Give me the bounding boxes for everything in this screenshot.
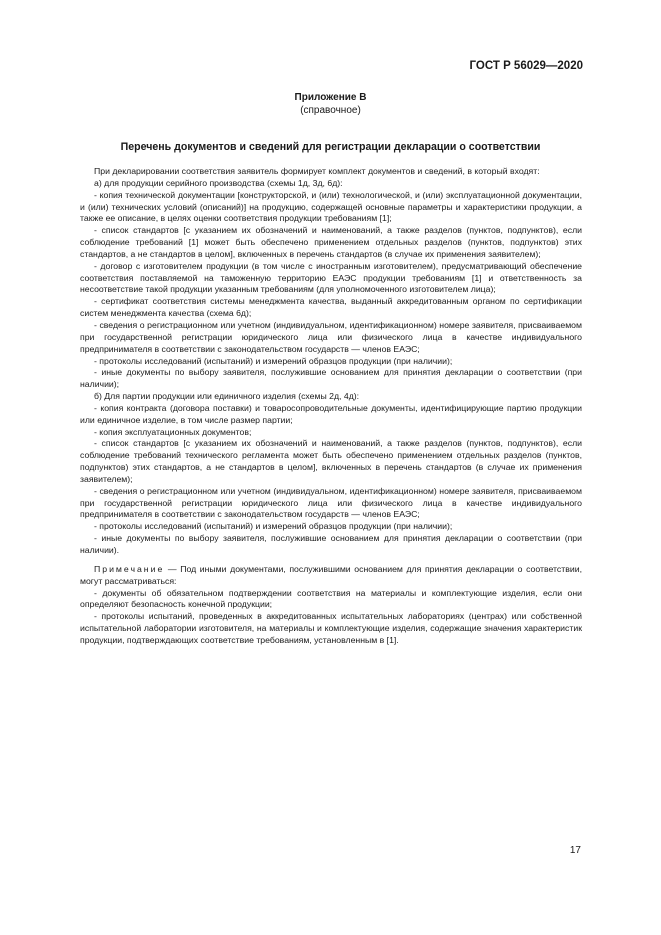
standard-code: ГОСТ Р 56029—2020 bbox=[469, 60, 583, 72]
note-item: - документы об обязательном подтверждении соответствия на материалы и комплектующие изделия, если они определяют безопасность конечной продукции; bbox=[80, 587, 582, 610]
note-item: - протоколы испытаний, проведенных в аккредитованных испытательных лабораториях (центрах) или собственной испытательной лаборатории изготовителя, на материалы и комплектующие изделия, содержащие значения характеристик продукции, подтверждающих соответствие требованиям, установленным в [1]. bbox=[80, 611, 582, 645]
note-text: — Под иными документами, послужившими основанием для принятия декларации о соответствии, могут рассматриваться: bbox=[80, 563, 582, 586]
list-item: - список стандартов [с указанием их обозначений и наименований, а также разделов (пунктов, подпунктов), если соблюдение требований [1] может быть обеспечено применением отдельных разделов (пунктов, подпунктов) этих стандартов, а не стандартов в целом], включенных в перечень стандартов (в случае их применения заявителем); bbox=[80, 225, 582, 259]
list-item: - сертификат соответствия системы менеджмента качества, выданный аккредитованным органом по сертификации систем менеджмента качества (схема 6д); bbox=[80, 296, 582, 319]
annex-title: Приложение В bbox=[294, 92, 367, 103]
paragraph: а) для продукции серийного производства (схемы 1д, 3д, 6д): bbox=[94, 177, 343, 188]
list-item: - протоколы исследований (испытаний) и измерений образцов продукции (при наличии); bbox=[94, 521, 453, 532]
list-item: - копия технической документации [конструкторской, и (или) технологической, и (или) эксплуатационной документации, и (или) технических условий (описаний)] на продукцию, содержащей основные параметры и характеристики продукции, а также ее описание, в целях оценки соответствия продукции требованиям [1]; bbox=[80, 189, 582, 224]
list-item: - сведения о регистрационном или учетном (индивидуальном, идентификационном) номере заявителя, присваиваемом при государственной регистрации юридического лица или физического лица в качестве индивидуального предпринимателя в соответствии с законодательством государств — членов ЕАЭС; bbox=[80, 485, 582, 520]
paragraph: б) Для партии продукции или единичного изделия (схемы 2д, 4д): bbox=[94, 391, 360, 402]
list-item: - список стандартов [с указанием их обозначений и наименований, а также разделов (пунктов, подпунктов), если соблюдение требований технического регламента может быть обеспечено применением отдельных разделов (пунктов, подпунктов) этих стандартов, а не стандартов в целом], включенных в перечень стандартов (в случае их применения заявителем); bbox=[80, 438, 582, 484]
list-item: - договор с изготовителем продукции (в том числе с иностранным изготовителем), предусматривающий обеспечение соответствия поставляемой на таможенную территорию ЕАЭС продукции требованиям [1] и ответственность за несоответствие такой продукции указанным требованиям (для уполномоченного изготовителем лица); bbox=[80, 260, 582, 295]
note bbox=[80, 564, 582, 588]
list-item: - копия эксплуатационных документов; bbox=[94, 426, 252, 437]
page-number: 17 bbox=[569, 845, 581, 856]
document-body bbox=[80, 166, 582, 647]
list-item: - иные документы по выбору заявителя, послужившие основанием для принятия декларации о соответствии (при наличии); bbox=[80, 367, 582, 390]
paragraph: При декларировании соответствия заявитель формирует комплект документов и сведений, в который входят: bbox=[94, 166, 540, 176]
note-label: Примечание bbox=[94, 563, 165, 574]
list-item: - копия контракта (договора поставки) и товаросопроводительные документы, идентифицирующие партию продукции или единичное изделие, в том числе размер партии; bbox=[80, 402, 582, 425]
annex-subtitle: (справочное) bbox=[300, 105, 361, 116]
list-item: - протоколы исследований (испытаний) и измерений образцов продукции (при наличии); bbox=[94, 355, 453, 366]
list-item: - сведения о регистрационном или учетном (индивидуальном, идентификационном) номере заявителя, присваиваемом при государственной регистрации юридического лица или физического лица в качестве индивидуального предпринимателя в соответствии с законодательством государств — членов ЕАЭС; bbox=[80, 319, 582, 354]
list-item: - иные документы по выбору заявителя, послужившие основанием для принятия декларации о соответствии (при наличии). bbox=[80, 533, 582, 555]
main-title: Перечень документов и сведений для регистрации декларации о соответствии bbox=[120, 141, 541, 153]
